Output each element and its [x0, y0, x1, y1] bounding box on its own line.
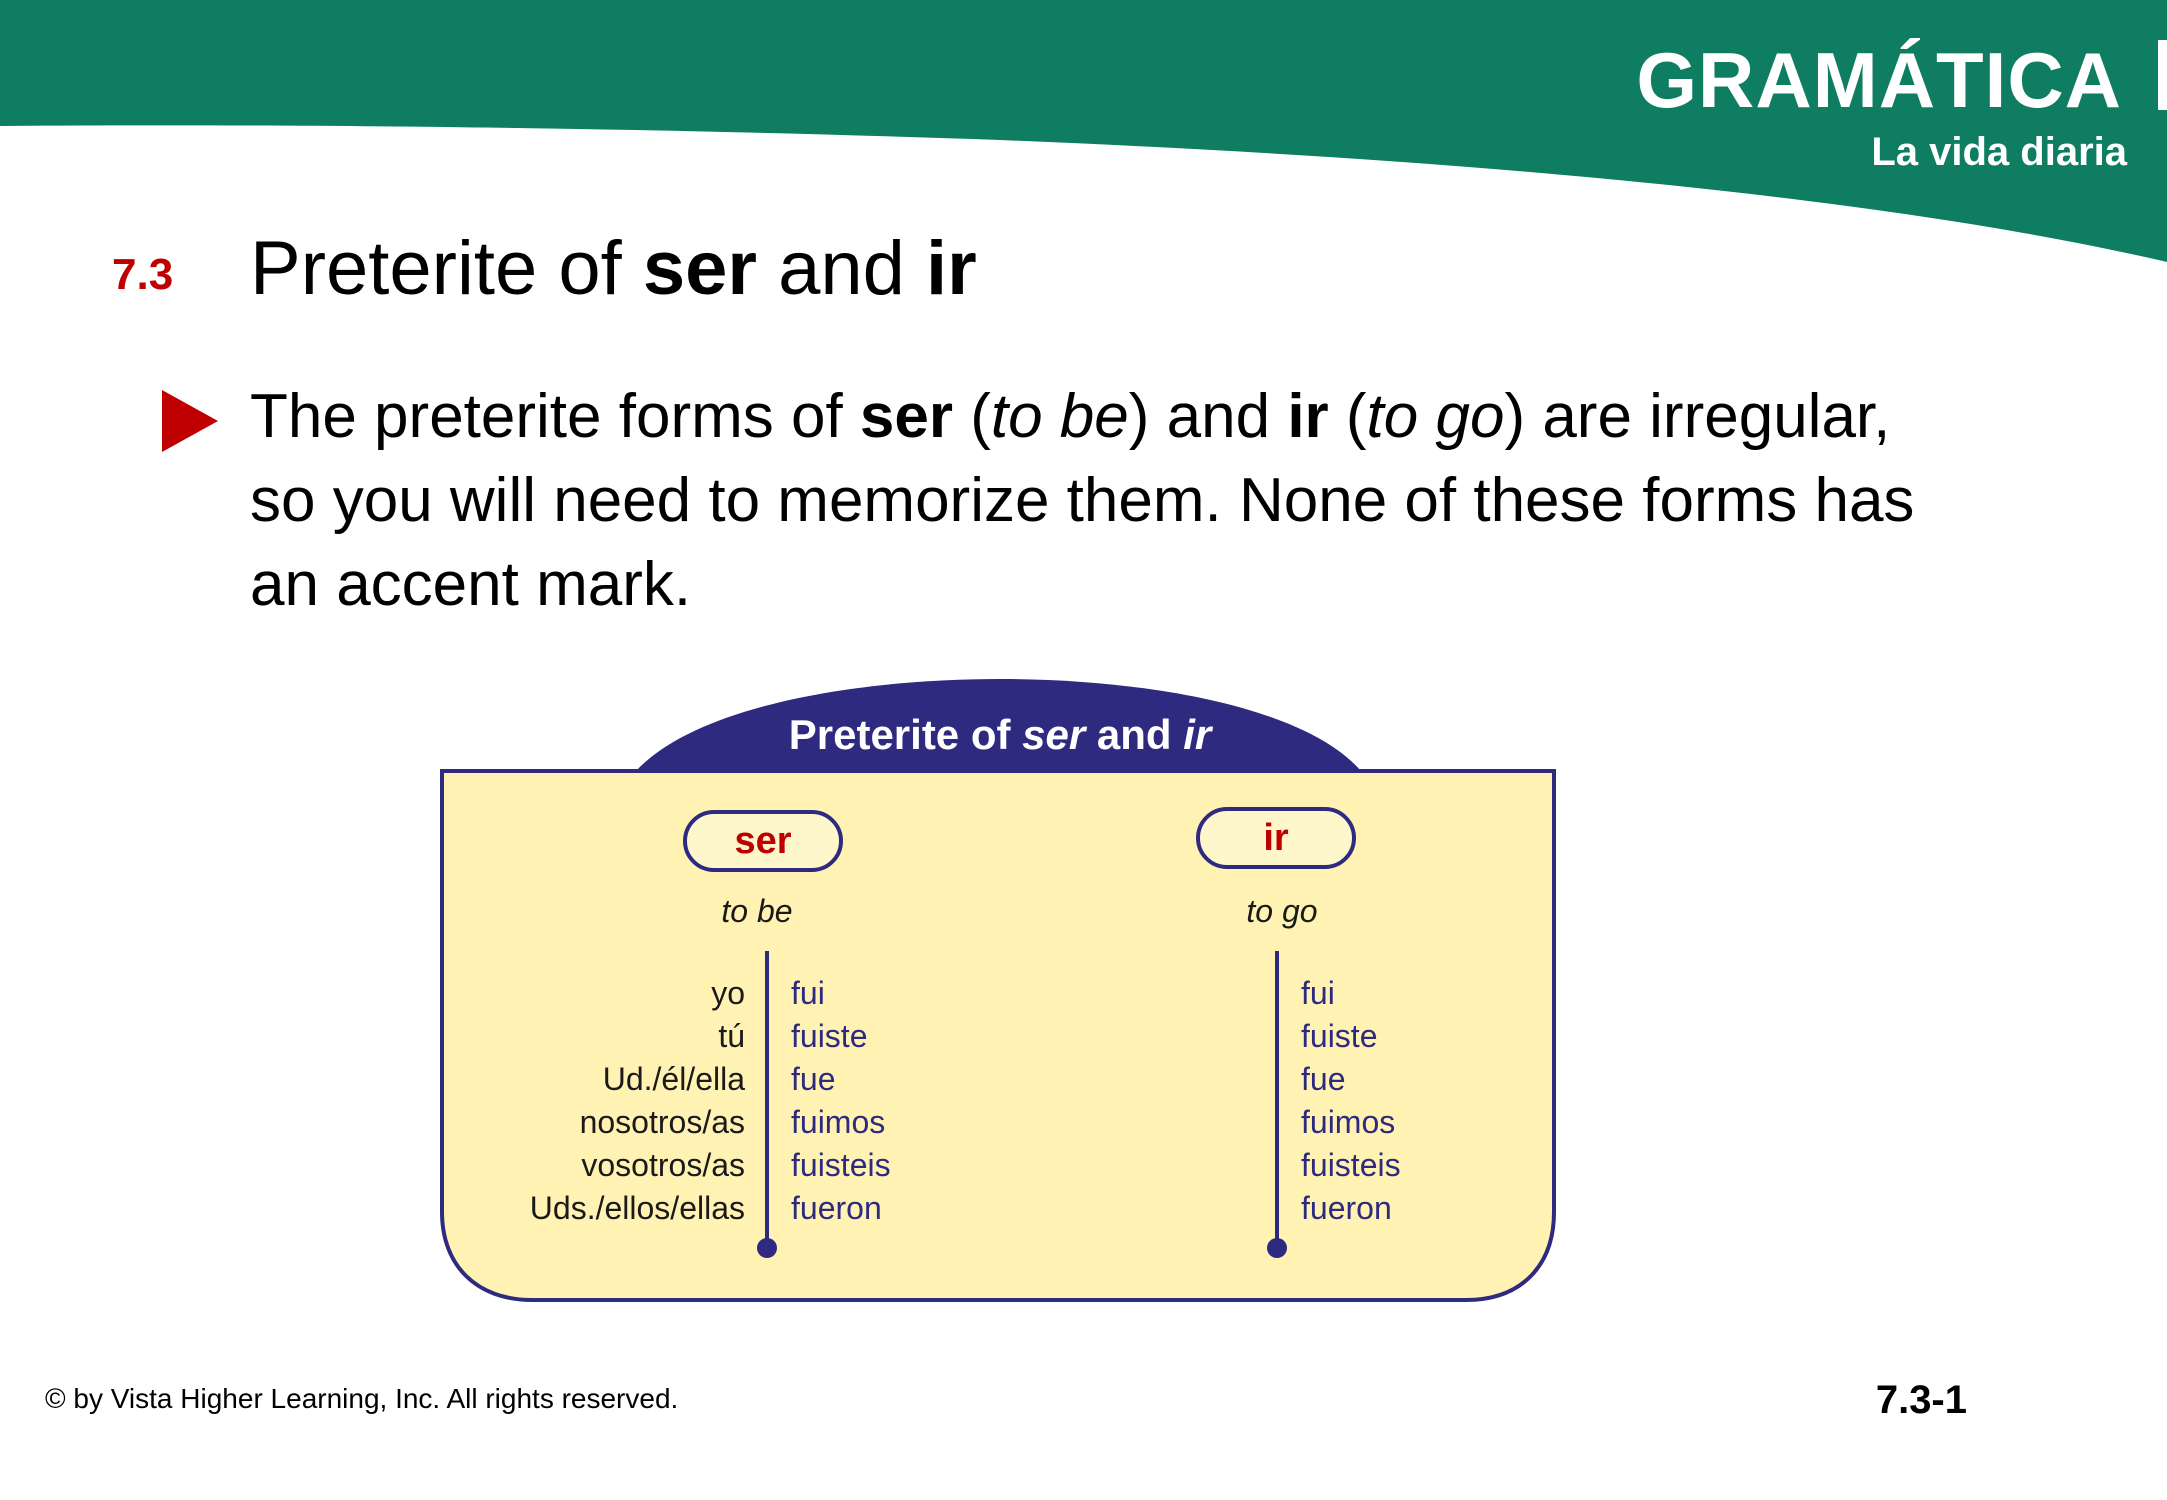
bullet-part: ( — [1328, 382, 1367, 451]
title-text: Preterite of — [250, 226, 643, 311]
pronoun: nosotros/as — [579, 1104, 745, 1140]
bullet-part: ) are irregular, so you will need to memorize them. None of these forms has an accent mark. — [250, 382, 1915, 619]
verb-meaning-ir: to go — [1246, 893, 1318, 929]
table-title-part: Preterite of — [788, 711, 1023, 758]
ser-form: fue — [791, 1061, 836, 1097]
table-title — [640, 711, 1360, 759]
pronoun: tú — [718, 1018, 745, 1054]
bullet-ser: ser — [859, 382, 953, 451]
bullet-text — [250, 375, 1950, 627]
table-title-part: and — [1085, 711, 1184, 758]
title-ser: ser — [642, 226, 757, 311]
triangle-arrow-icon — [162, 390, 218, 452]
ir-forms — [1301, 972, 1401, 1230]
title-ir: ir — [926, 226, 977, 311]
table-title-ser: ser — [1022, 711, 1086, 758]
ir-form: fuiste — [1301, 1018, 1378, 1054]
verb-label-ser: ser — [683, 810, 843, 872]
copyright-notice: © by Vista Higher Learning, Inc. All rights reserved. — [45, 1383, 679, 1414]
ser-form: fuiste — [791, 1018, 868, 1054]
bullet-part: ( — [952, 382, 991, 451]
ir-form: fue — [1301, 1061, 1346, 1097]
section-title — [250, 225, 977, 312]
ser-form: fui — [791, 975, 825, 1011]
table-title-ir: ir — [1183, 711, 1212, 758]
pronoun: Uds./ellos/ellas — [529, 1190, 745, 1226]
ser-form: fuimos — [791, 1104, 886, 1140]
ir-form: fui — [1301, 975, 1335, 1011]
header-subtitle: La vida diaria — [1871, 130, 2127, 174]
verb-label-ir: ir — [1196, 807, 1356, 869]
ser-form: fueron — [791, 1190, 882, 1226]
ir-form: fuisteis — [1301, 1147, 1401, 1183]
ir-form: fuimos — [1301, 1104, 1396, 1140]
bullet-ir: ir — [1287, 382, 1329, 451]
section-number: 7.3 — [112, 250, 174, 299]
pronoun-list — [480, 972, 745, 1230]
header-title: GRAMÁTICA — [1636, 36, 2122, 124]
ir-form: fueron — [1301, 1190, 1392, 1226]
bullet-to-go: to go — [1366, 382, 1505, 451]
pronoun: yo — [711, 975, 745, 1011]
title-and: and — [756, 226, 927, 311]
bullet-part: The preterite forms of — [250, 382, 860, 451]
bullet-part: ) and — [1128, 382, 1288, 451]
ser-form: fuisteis — [791, 1147, 891, 1183]
verb-meaning-ser: to be — [721, 893, 793, 929]
pronoun: vosotros/as — [581, 1147, 745, 1183]
ser-forms — [791, 972, 891, 1230]
pronoun: Ud./él/ella — [602, 1061, 745, 1097]
bullet-to-be: to be — [990, 382, 1129, 451]
page-number: 7.3-1 — [1875, 1378, 1967, 1422]
